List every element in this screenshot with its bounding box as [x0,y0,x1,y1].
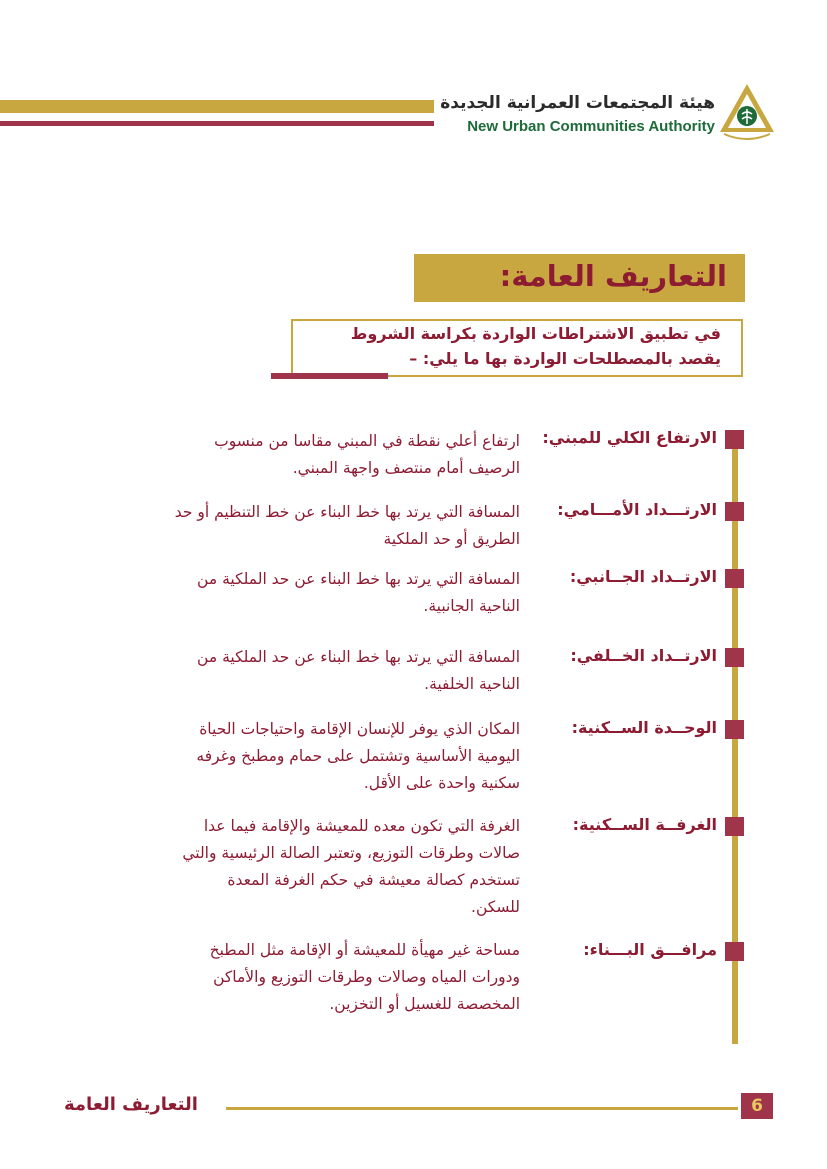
definition-line: صالات وطرقات التوزيع، وتعتبر الصالة الرئيسية والتي [182,844,520,862]
footer-title: التعاريف العامة [64,1094,198,1115]
timeline-marker [725,942,744,961]
intro-line-2: يقصد بالمصطلحات الواردة بها ما يلي: – [409,349,721,368]
definition-line: الناحية الخلفية. [424,675,520,693]
intro-line-1: في تطبيق الاشتراطات الواردة بكراسة الشروط [350,324,721,343]
nuca-logo-icon [718,82,776,146]
intro-box [291,319,743,377]
section-title: التعاريف العامة: [499,259,727,293]
definition-text [80,937,520,1018]
definition-line: مساحة غير مهيأة للمعيشة أو الإقامة مثل المطبخ [209,941,520,959]
definition-text [80,813,520,921]
definition-text [80,644,520,698]
timeline-marker [725,720,744,739]
definition-text [80,566,520,620]
timeline-marker [725,648,744,667]
definition-line: الغرفة التي تكون معده للمعيشة والإقامة فيما عدا [203,817,520,835]
definition-line: المسافة التي يرتد بها خط البناء عن حد الملكية من [197,648,520,666]
definition-line: المسافة التي يرتد بها خط البناء عن خط التنظيم أو حد [174,503,520,521]
section-title-box [414,254,745,302]
definition-line: المكان الذي يوفر للإنسان الإقامة واحتياجات الحياة [199,720,520,738]
header-red-bar [0,121,434,126]
term-label: الوحــدة الســكنية: [571,718,717,737]
term-label: الغرفــة الســكنية: [572,815,717,834]
definition-text [80,428,520,482]
definition-line: ارتفاع أعلي نقطة في المبني مقاسا من منسوب [214,432,520,450]
term-label: الارتــداد الجــانبي: [569,567,717,586]
definition-line: الرصيف أمام منتصف واجهة المبني. [292,459,520,477]
definition-line: للسكن. [471,898,520,916]
timeline-marker [725,430,744,449]
definition-line: سكنية واحدة على الأقل. [363,774,520,792]
org-name-english: New Urban Communities Authority [467,118,715,135]
definition-line: الناحية الجانبية. [423,597,520,615]
definition-text [80,716,520,797]
term-label: الارتـــداد الأمـــامي: [557,500,717,519]
term-label: مرافـــق البـــناء: [583,940,717,959]
footer-line [226,1107,738,1110]
definition-line: تستخدم كصالة معيشة في حكم الغرفة المعدة [227,871,520,889]
definition-line: اليومية الأساسية وتشتمل على حمام ومطبخ وغرفه [196,747,520,765]
header-gold-bar [0,100,434,113]
definition-line: ودورات المياه وصالات وطرقات التوزيع والأماكن [213,968,520,986]
timeline-marker [725,569,744,588]
timeline-marker [725,502,744,521]
term-label: الارتــداد الخــلفي: [570,646,717,665]
definition-text [80,499,520,553]
definition-line: الطريق أو حد الملكية [383,530,520,548]
term-label: الارتفاع الكلي للمبني: [542,428,717,447]
org-name-arabic: هيئة المجتمعات العمرانية الجديدة [440,93,715,113]
definition-line: المسافة التي يرتد بها خط البناء عن حد الملكية من [197,570,520,588]
page-number: 6 [741,1093,773,1119]
timeline-marker [725,817,744,836]
intro-accent-bar [271,373,388,379]
definition-line: المخصصة للغسيل أو التخزين. [329,995,520,1013]
